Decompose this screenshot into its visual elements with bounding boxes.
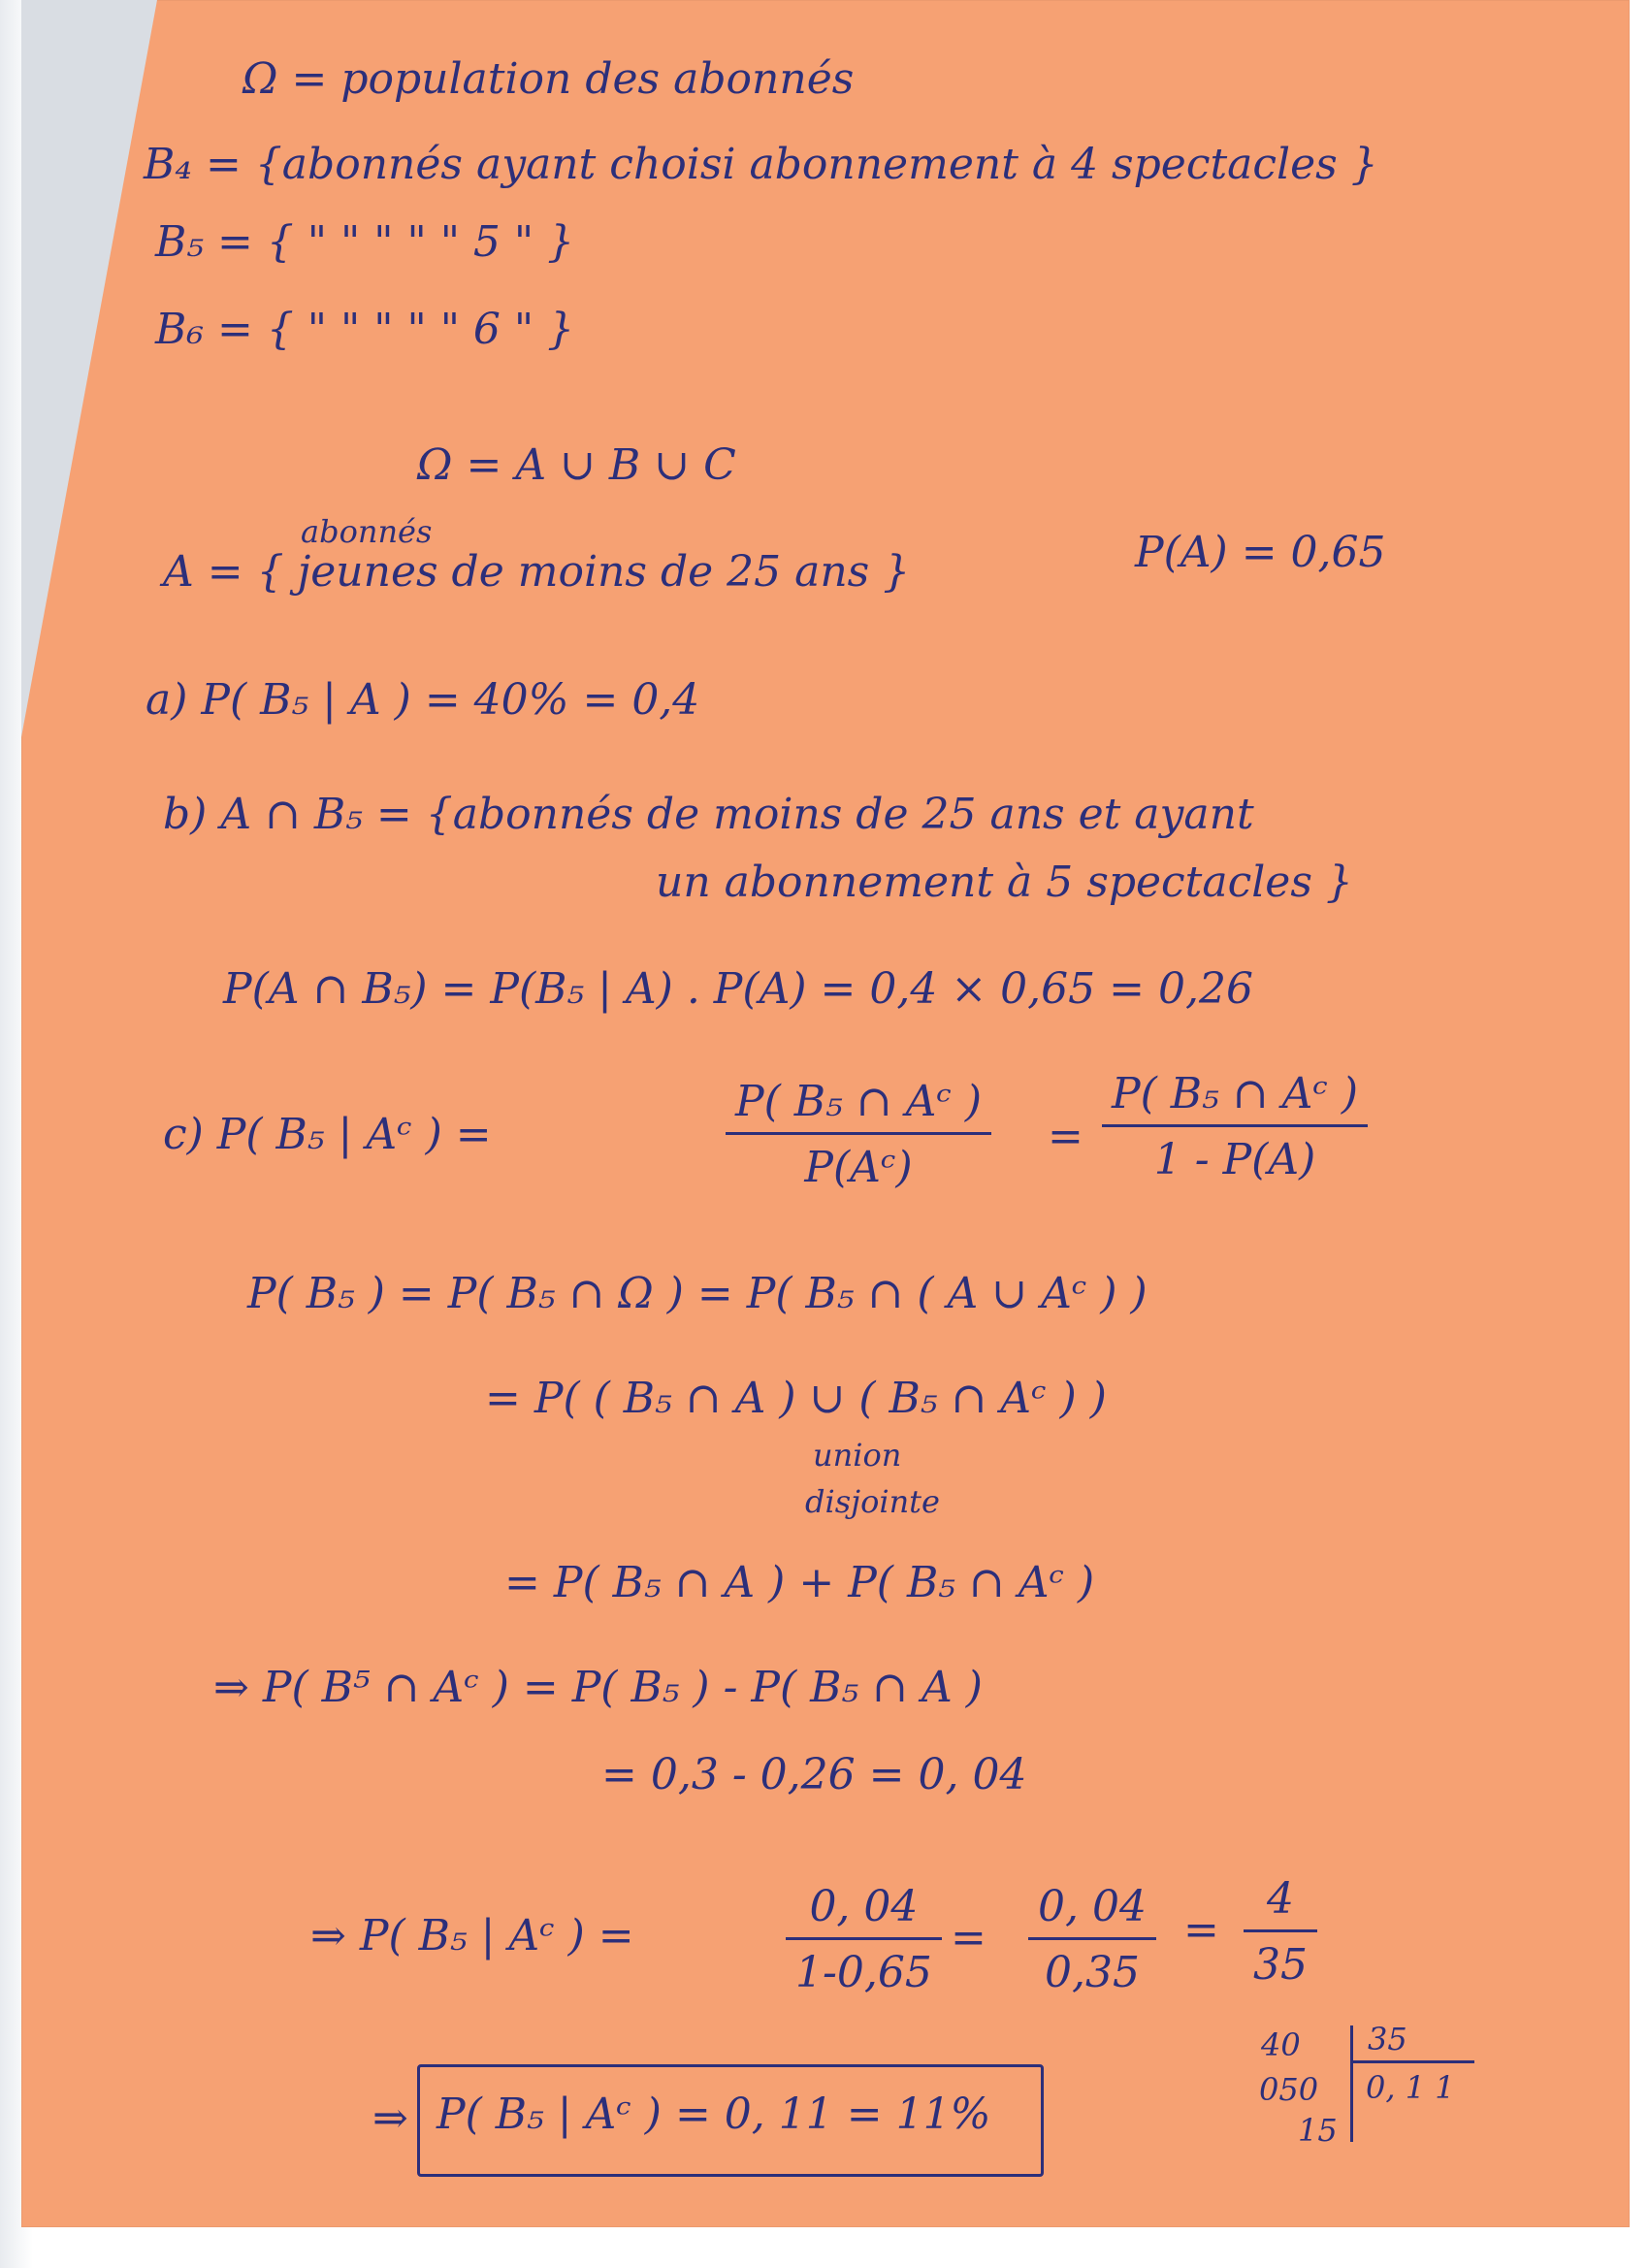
line-b6: B₆ = { " " " " " 6 " } [155, 305, 575, 354]
annotation-abonnes: abonnés [301, 513, 433, 550]
line-define-a: A = { jeunes de moins de 25 ans } [163, 547, 911, 597]
line-numeric-result: = 0,3 - 0,26 = 0, 04 [601, 1750, 1027, 1799]
line-b5: B₅ = { " " " " " 5 " } [155, 217, 575, 267]
fraction-c-2-numerator: P( B₅ ∩ Aᶜ ) [1112, 1069, 1359, 1118]
line-p-b5-sum: = P( B₅ ∩ A ) + P( B₅ ∩ Aᶜ ) [504, 1558, 1095, 1607]
equals-sign-c: = [1048, 1112, 1083, 1161]
fraction-final-1 [786, 1882, 942, 1997]
division-divisor: 35 [1368, 2021, 1407, 2057]
long-division-vertical [1350, 2025, 1353, 2142]
fraction-final-2-denominator: 0,35 [1045, 1948, 1140, 1997]
final-answer: P( B₅ | Aᶜ ) = 0, 11 = 11% [436, 2090, 991, 2139]
part-b-line-2: un abonnement à 5 spectacles } [656, 858, 1353, 907]
fraction-final-2-numerator: 0, 04 [1038, 1882, 1147, 1931]
line-b4: B₄ = {abonnés ayant choisi abonnement à 4 spectacles } [144, 140, 1378, 189]
final-arrow: ⇒ [372, 2093, 408, 2143]
part-b-line-1: b) A ∩ B₅ = {abonnés de moins de 25 ans et ayant [163, 790, 1254, 839]
division-remainder-2: 15 [1298, 2112, 1338, 2149]
fraction-final-3-numerator: 4 [1267, 1874, 1294, 1924]
annotation-union: union [813, 1437, 902, 1474]
line-implication-1: ⇒ P( B⁵ ∩ Aᶜ ) = P( B₅ ) - P( B₅ ∩ A ) [213, 1663, 983, 1712]
equals-sign-final-2: = [1183, 1905, 1219, 1955]
fraction-c-1-numerator: P( B₅ ∩ Aᶜ ) [735, 1077, 983, 1126]
line-omega-population: Ω = population des abonnés [242, 54, 855, 104]
division-quotient: 0, 1 1 [1366, 2069, 1455, 2106]
division-dividend: 40 [1261, 2026, 1301, 2063]
part-a-line: a) P( B₅ | A ) = 40% = 0,4 [146, 675, 700, 725]
line-implication-2: ⇒ P( B₅ | Aᶜ ) = [310, 1911, 634, 1960]
fraction-final-3 [1244, 1874, 1317, 1990]
fraction-final-1-numerator: 0, 04 [809, 1882, 919, 1931]
line-p-b5-union: = P( ( B₅ ∩ A ) ∪ ( B₅ ∩ Aᶜ ) ) [485, 1374, 1107, 1423]
line-p-b5-expansion: P( B₅ ) = P( B₅ ∩ Ω ) = P( B₅ ∩ ( A ∪ Aᶜ ) ) [247, 1269, 1148, 1318]
part-c-line-1: c) P( B₅ | Aᶜ ) = [163, 1110, 492, 1159]
folded-corner [21, 0, 157, 737]
line-omega-union: Ω = A ∪ B ∪ C [417, 440, 736, 490]
fraction-c-1 [726, 1077, 991, 1192]
long-division-horizontal [1350, 2060, 1474, 2063]
fraction-final-2 [1028, 1882, 1156, 1997]
equals-sign-final-1: = [951, 1913, 986, 1962]
division-remainder-1: 050 [1259, 2071, 1319, 2108]
fraction-final-3-denominator: 35 [1253, 1940, 1308, 1990]
fraction-c-2-denominator: 1 - P(A) [1153, 1135, 1316, 1184]
fraction-c-1-denominator: P(Aᶜ) [804, 1143, 913, 1192]
fraction-final-1-denominator: 1-0,65 [795, 1948, 932, 1997]
annotation-disjointe: disjointe [805, 1483, 940, 1520]
fraction-c-2 [1102, 1069, 1368, 1184]
line-p-a: P(A) = 0,65 [1135, 528, 1386, 577]
part-b-line-3: P(A ∩ B₅) = P(B₅ | A) . P(A) = 0,4 × 0,65 = 0,26 [223, 964, 1253, 1014]
